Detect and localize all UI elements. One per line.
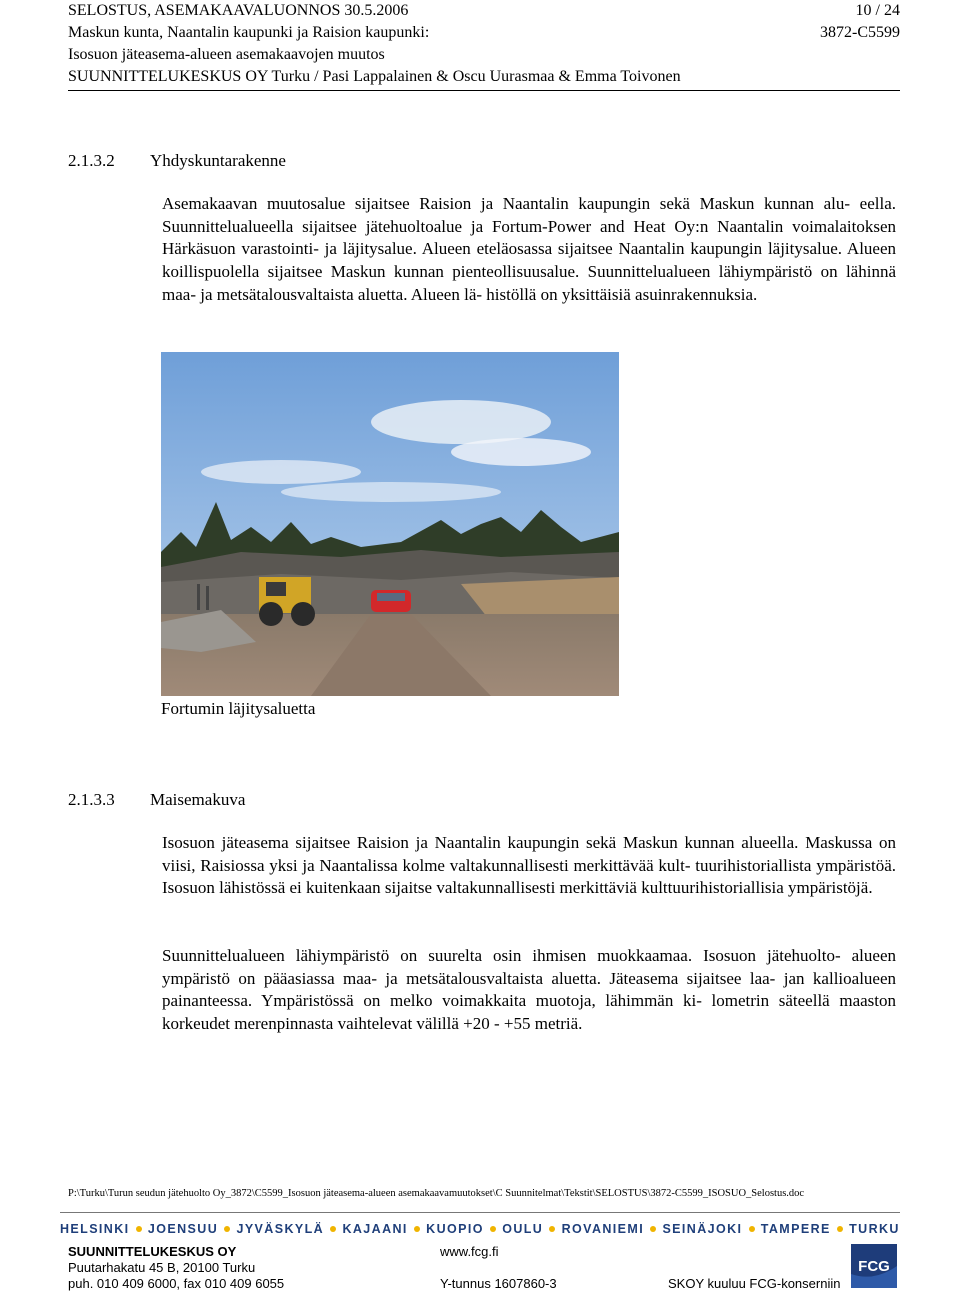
footer-divider	[60, 1212, 900, 1213]
separator-dot	[490, 1226, 496, 1232]
city-joensuu: JOENSUU	[147, 1222, 219, 1236]
text-line: merkittäviä kulttuurihistoriallisia ympäristöjä.	[559, 878, 873, 898]
separator-dot	[549, 1226, 555, 1232]
paragraph-maisemakuva-2	[162, 945, 896, 1036]
fcg-logo-mark	[851, 1244, 897, 1288]
business-id: Y-tunnus 1607860-3	[440, 1276, 557, 1291]
text-line: histöllä on yksittäisiä asuinrakennuksia.	[486, 284, 758, 304]
section-number: 2.1.3.3	[68, 790, 115, 809]
separator-dot	[330, 1226, 336, 1232]
text-line: voimalaitoksen Härkäsuon varastointi- ja läjitysalue. Alueen eteläosassa sijaitsee Naantalin	[162, 216, 897, 259]
city-seinajoki: SEINÄJOKI	[662, 1222, 743, 1236]
header-row-2	[68, 22, 900, 44]
logo-text: FCG	[858, 1258, 890, 1275]
page-number: 10 / 24	[855, 2, 900, 19]
text-line: eella. Suunnittelualueella sijaitsee jätehuoltoalue ja Fortum-Power and Heat Oy:n Naantalin	[162, 194, 896, 236]
header-row-3	[68, 44, 900, 66]
company-address: Puutarhakatu 45 B, 20100 Turku	[68, 1260, 256, 1275]
city-tampere: TAMPERE	[760, 1222, 831, 1236]
city-rovaniemi: ROVANIEMI	[561, 1222, 645, 1236]
section-heading-maisemakuva	[68, 790, 245, 810]
text-line: Suunnittelualueen lähiympäristö on suurelta osin ihmisen muokkaamaa. Isosuon jätehuolto-	[162, 946, 841, 965]
page-header	[68, 0, 900, 88]
text-line: Maskussa on viisi, Raisiossa yksi ja Naantalissa kolme valtakunnallisesti merkittävää kult-	[162, 833, 896, 875]
section-title: Maisemakuva	[150, 790, 246, 809]
project-number: 3872-C5599	[820, 24, 900, 41]
fcg-logo	[851, 1244, 897, 1288]
text-line: Isosuon jäteasema sijaitsee Raision ja Naantalin kaupungin sekä Maskun kunnan alueella.	[162, 833, 799, 852]
site-photo	[161, 352, 619, 696]
city-kuopio: KUOPIO	[426, 1222, 484, 1236]
company-name: SUUNNITTELUKESKUS OY	[68, 1244, 237, 1259]
text-line: kaupungin läjitysalue. Alueen koillispuolella sijaitsee Maskun kunnan pienteollisuusalue.	[162, 239, 897, 282]
landscape-illustration	[161, 352, 619, 696]
separator-dot	[837, 1226, 843, 1232]
company-phone: puh. 010 409 6000, fax 010 409 6055	[68, 1276, 285, 1291]
separator-dot	[414, 1226, 420, 1232]
file-path: P:\Turku\Turun seudun jätehuolto Oy_3872\C5599_Isosuon jäteasema-alueen asemakaavamuutokset\C Suunnitelmat\Tekstit\SELOSTUS\3872-C5599_ISOSUO_Selostus.doc	[68, 1188, 805, 1199]
section-title: Yhdyskuntarakenne	[150, 151, 286, 170]
separator-dot	[224, 1226, 230, 1232]
text-line: lometrin säteellä maaston korkeudet merenpinnasta vaihtelevat välillä +20 - +55 metriä.	[162, 991, 897, 1034]
text-line: jan kallioalueen painanteessa. Ympäristössä on melko voimakkaita muotoja, lähimmän ki-	[162, 968, 897, 1011]
header-row-1	[68, 0, 900, 22]
header-divider	[68, 90, 900, 91]
separator-dot	[749, 1226, 755, 1232]
separator-dot	[136, 1226, 142, 1232]
document-title: SELOSTUS, ASEMAKAAVALUONNOS 30.5.2006	[68, 2, 409, 19]
paragraph-maisemakuva-1	[162, 832, 896, 900]
separator-dot	[650, 1226, 656, 1232]
text-line: tuurihistoriallista ympäristöä. Isosuon lähistössä ei kuitenkaan sijaitse valtakunnallisesti	[162, 855, 896, 898]
group-note: SKOY kuuluu FCG-konserniin	[668, 1276, 841, 1291]
photo-caption: Fortumin läjitysaluetta	[161, 699, 316, 718]
text-line: Suunnittelualueen lähiympäristö on lähinnä maa- ja metsätalousvaltaista aluetta. Alueen lä-	[162, 262, 897, 304]
header-row-4	[68, 66, 900, 88]
office-cities	[60, 1220, 900, 1238]
paragraph-yhdyskuntarakenne	[162, 193, 896, 307]
section-heading-yhdyskuntarakenne	[68, 151, 286, 171]
city-turku: TURKU	[849, 1222, 900, 1236]
section-number: 2.1.3.2	[68, 151, 115, 170]
city-kajaani: KAJAANI	[342, 1222, 408, 1236]
company-website: www.fcg.fi	[440, 1244, 499, 1259]
authors: SUUNNITTELUKESKUS OY Turku / Pasi Lappalainen & Oscu Uurasmaa & Emma Toivonen	[68, 68, 681, 85]
city-jyvaskyla: JYVÄSKYLÄ	[236, 1222, 325, 1236]
city-oulu: OULU	[502, 1222, 544, 1236]
project-name: Isosuon jäteasema-alueen asemakaavojen muutos	[68, 46, 385, 63]
municipalities: Maskun kunta, Naantalin kaupunki ja Raision kaupunki:	[68, 24, 430, 41]
text-line: alueen ympäristö on pääasiassa maa- ja metsätalousvaltaista aluetta. Jäteasema sijaitsee laa-	[162, 946, 896, 988]
text-line: Asemakaavan muutosalue sijaitsee Raision ja Naantalin kaupungin sekä Maskun kunnan alu-	[162, 194, 851, 213]
city-helsinki: HELSINKI	[60, 1222, 130, 1236]
